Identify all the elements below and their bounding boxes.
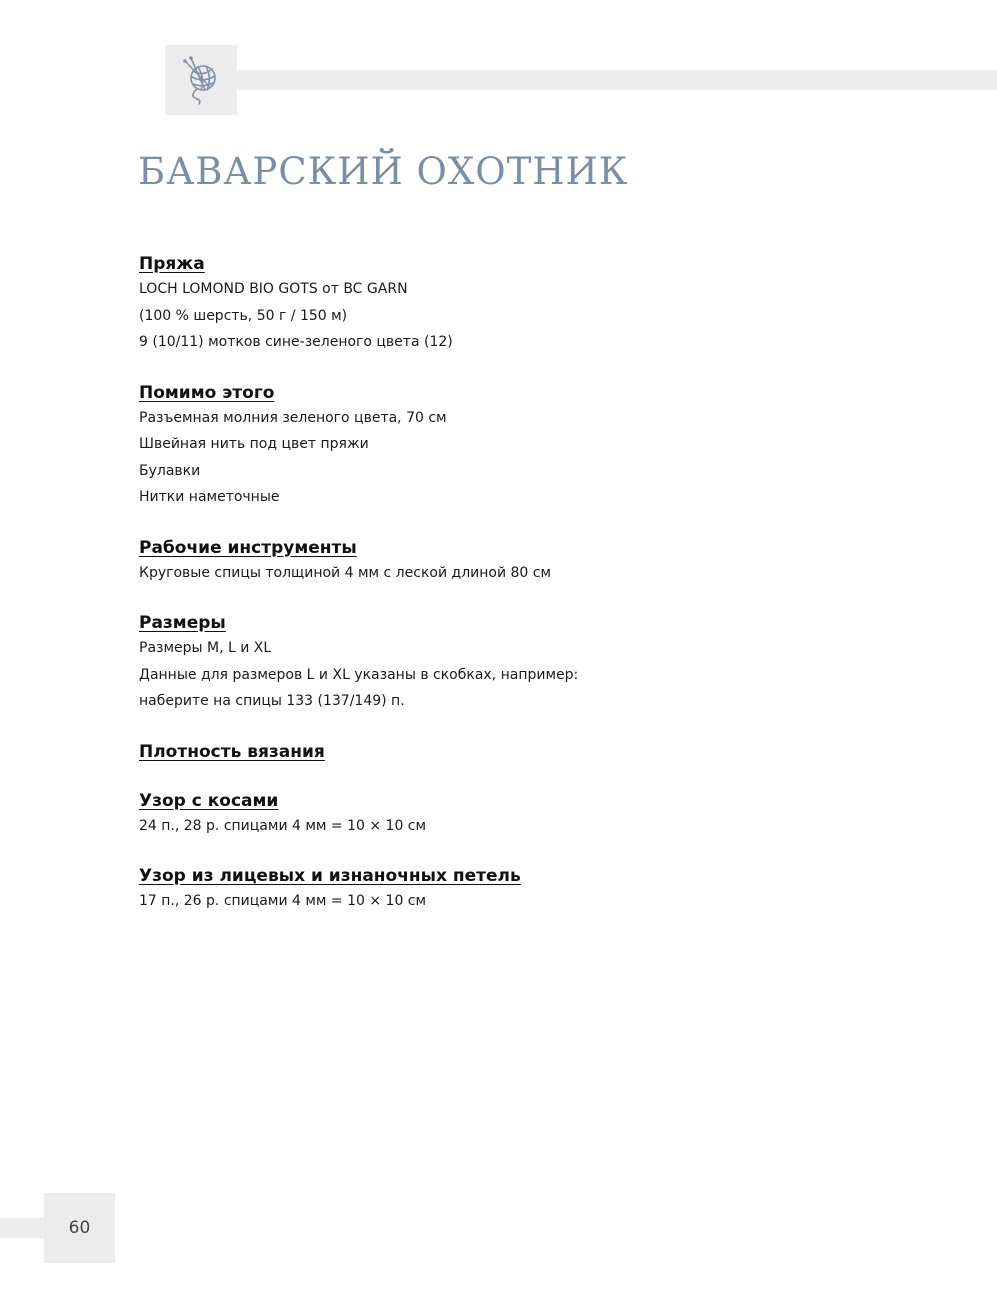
- section-heading: Рабочие инструменты: [139, 537, 357, 558]
- section-line: Круговые спицы толщиной 4 мм с леской длиной 80 см: [139, 564, 552, 581]
- section-cable-pattern: [139, 789, 839, 840]
- section-line: 24 п., 28 р. спицами 4 мм = 10 × 10 см: [139, 817, 427, 834]
- section-line: Разъемная молния зеленого цвета, 70 см: [139, 409, 447, 426]
- section-heading: Помимо этого: [139, 382, 275, 403]
- section-line: Булавки: [139, 462, 201, 479]
- section-tools: [139, 536, 839, 587]
- section-line: (100 % шерсть, 50 г / 150 м): [139, 307, 348, 324]
- section-additional: [139, 381, 839, 511]
- section-line: Нитки наметочные: [139, 489, 280, 505]
- yarn-ball-knitting-needles-icon: [176, 55, 226, 105]
- materials-list: [139, 252, 839, 940]
- section-line: Размеры M, L и XL: [139, 640, 272, 656]
- section-line: Данные для размеров L и XL указаны в скобках, например:: [139, 666, 579, 683]
- section-heading: Плотность вязания: [139, 741, 325, 762]
- section-sizes: [139, 611, 839, 715]
- section-line: 17 п., 26 р. спицами 4 мм = 10 × 10 см: [139, 893, 427, 909]
- section-gauge: [139, 740, 839, 764]
- section-heading: Размеры: [139, 613, 226, 633]
- section-heading: Пряжа: [139, 254, 205, 274]
- footer-bar: [0, 1218, 44, 1238]
- page-title: БАВАРСКИЙ ОХОТНИК: [138, 150, 629, 193]
- section-yarn: [139, 252, 839, 356]
- section-line: наберите на спицы 133 (137/149) п.: [139, 693, 405, 709]
- section-heading: Узор из лицевых и изнаночных петель: [139, 866, 521, 886]
- section-knit-purl-pattern: [139, 864, 839, 915]
- page-number: 60: [44, 1193, 115, 1263]
- section-line: Швейная нить под цвет пряжи: [139, 436, 369, 452]
- logo: [165, 45, 237, 115]
- header-bar: [236, 70, 997, 90]
- section-line: 9 (10/11) мотков сине-зеленого цвета (12): [139, 334, 453, 350]
- section-line: LOCH LOMOND BIO GOTS от BC GARN: [139, 281, 408, 297]
- section-heading: Узор с косами: [139, 790, 279, 811]
